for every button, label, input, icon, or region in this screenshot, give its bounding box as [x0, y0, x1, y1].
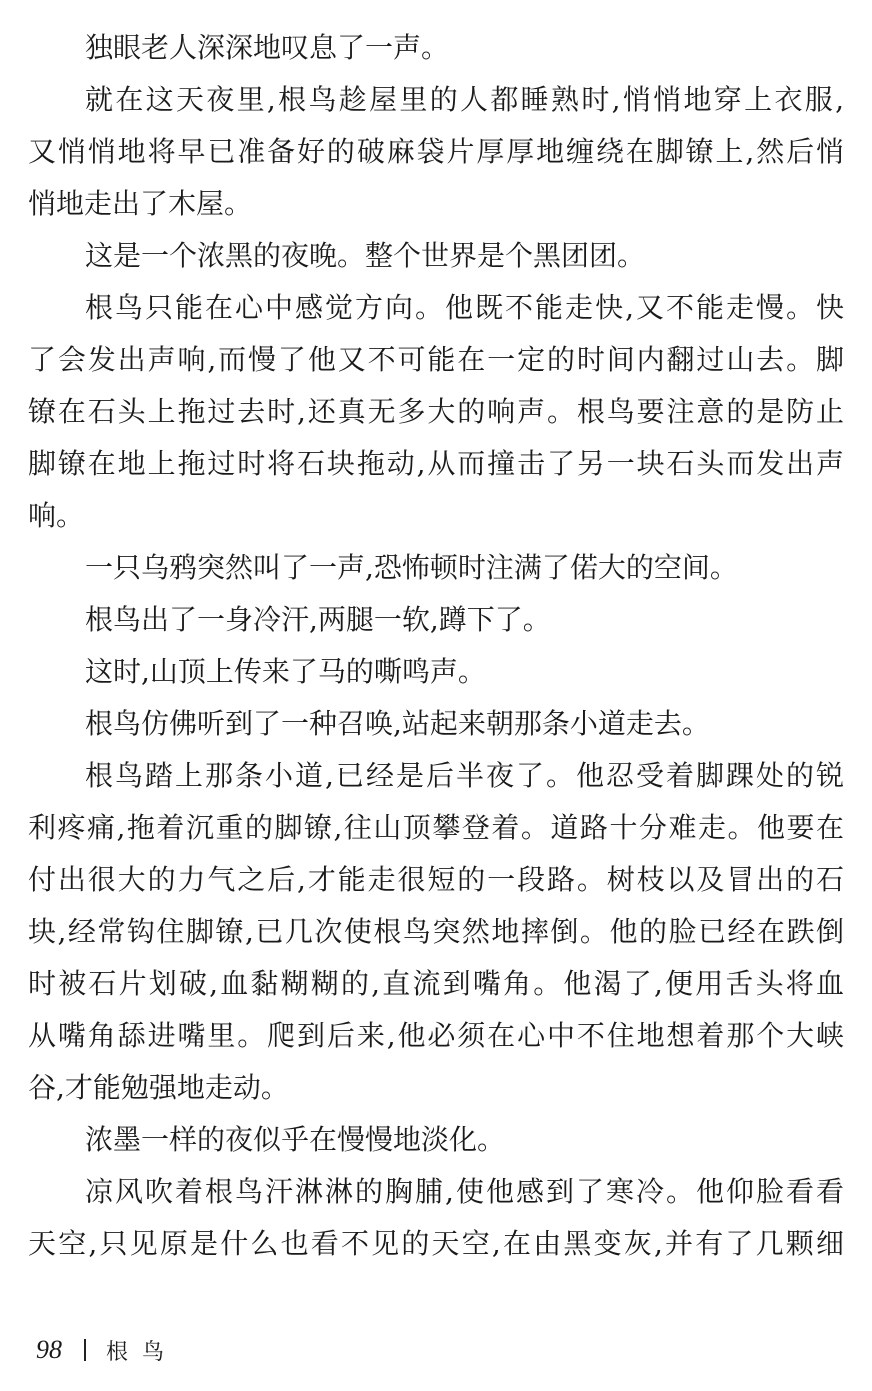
- text-line: 根鸟仿佛听到了一种召唤,站起来朝那条小道走去。: [85, 707, 710, 740]
- text-line: 一只乌鸦突然叫了一声,恐怖顿时注满了偌大的空间。: [85, 551, 738, 584]
- text-line: 天空,只见原是什么也看不见的天空,在由黑变灰,并有了几颗细: [28, 1227, 844, 1260]
- text-line: 悄地走出了木屋。: [28, 187, 253, 220]
- book-title: 根鸟: [106, 1339, 179, 1365]
- text-line: 根鸟踏上那条小道,已经是后半夜了。他忍受着脚踝处的锐: [85, 759, 844, 792]
- text-line: 这是一个浓黑的夜晚。整个世界是个黑团团。: [85, 239, 646, 272]
- body-text: [28, 22, 844, 1270]
- text-line: 利疼痛,拖着沉重的脚镣,往山顶攀登着。道路十分难走。他要在: [28, 811, 844, 844]
- text-line: 又悄悄地将早已准备好的破麻袋片厚厚地缠绕在脚镣上,然后悄: [28, 135, 844, 168]
- text-line: 根鸟只能在心中感觉方向。他既不能走快,又不能走慢。快: [85, 291, 844, 324]
- text-line: 独眼老人深深地叹息了一声。: [85, 31, 450, 64]
- text-line: 镣在石头上拖过去时,还真无多大的响声。根鸟要注意的是防止: [28, 395, 844, 428]
- page-number: 98: [36, 1335, 62, 1364]
- text-line: 根鸟出了一身冷汗,两腿一软,蹲下了。: [85, 603, 551, 636]
- text-line: 付出很大的力气之后,才能走很短的一段路。树枝以及冒出的石: [28, 863, 844, 896]
- text-line: 凉风吹着根鸟汗淋淋的胸脯,使他感到了寒冷。他仰脸看看: [85, 1175, 844, 1208]
- text-line: 响。: [28, 499, 85, 532]
- text-line: 谷,才能勉强地走动。: [28, 1071, 289, 1104]
- text-line: 浓墨一样的夜似乎在慢慢地淡化。: [85, 1123, 506, 1156]
- text-line: 脚镣在地上拖过时将石块拖动,从而撞击了另一块石头而发出声: [28, 447, 844, 480]
- footer-divider: [84, 1339, 86, 1361]
- text-line: 了会发出声响,而慢了他又不可能在一定的时间内翻过山去。脚: [28, 343, 844, 376]
- text-line: 时被石片划破,血黏糊糊的,直流到嘴角。他渴了,便用舌头将血: [28, 967, 844, 1000]
- text-line: 从嘴角舔进嘴里。爬到后来,他必须在心中不住地想着那个大峡: [28, 1019, 844, 1052]
- page-footer: [36, 1332, 178, 1368]
- text-line: 就在这天夜里,根鸟趁屋里的人都睡熟时,悄悄地穿上衣服,: [85, 83, 844, 116]
- text-line: 这时,山顶上传来了马的嘶鸣声。: [85, 655, 486, 688]
- text-line: 块,经常钩住脚镣,已几次使根鸟突然地摔倒。他的脸已经在跌倒: [28, 915, 844, 948]
